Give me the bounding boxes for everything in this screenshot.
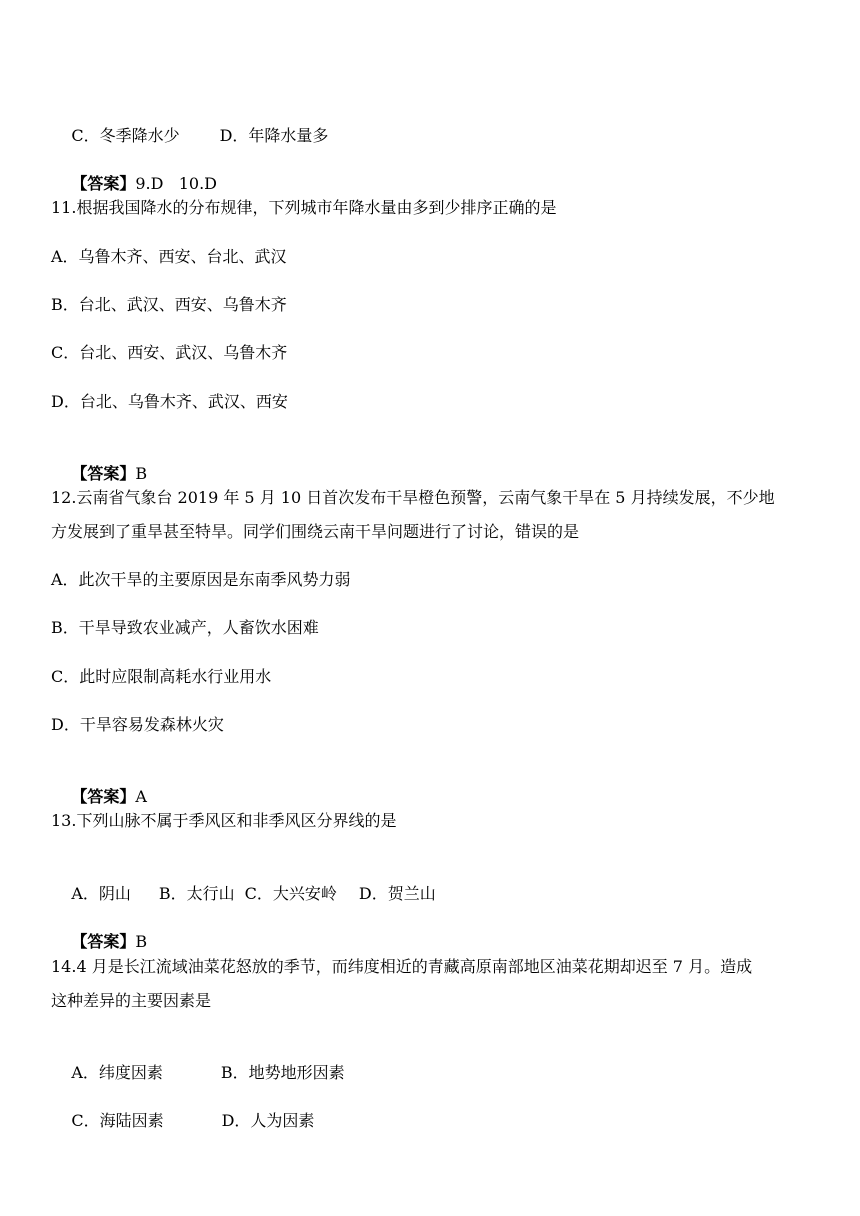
q12-stem-line-2: 方发展到了重旱甚至特旱。同学们围绕云南干旱问题进行了讨论，错误的是 [51, 522, 580, 541]
q11-option-a: A．乌鲁木齐、西安、台北、武汉 [51, 247, 287, 266]
q13-option-d: D．贺兰山 [358, 884, 436, 903]
q14-option-b: B．地势地形因素 [220, 1063, 345, 1082]
q11-stem: 11.根据我国降水的分布规律，下列城市年降水量由多到少排序正确的是 [51, 198, 557, 217]
answer-value: B [135, 464, 148, 483]
q13-option-b: B．太行山 [158, 884, 235, 903]
q14-option-a: A．纬度因素 [71, 1063, 163, 1082]
answer-label: 【答案】 [71, 174, 136, 193]
q10-option-c: C．冬季降水少 [71, 126, 180, 145]
q13-option-a: A．阴山 [71, 884, 131, 903]
answer-label: 【答案】 [71, 932, 136, 951]
q14-options-row-2 [51, 1085, 314, 1157]
q12-option-c: C．此时应限制高耗水行业用水 [51, 667, 272, 686]
q10-option-d: D．年降水量多 [219, 126, 329, 145]
answer-value: 9.D 10.D [135, 174, 217, 193]
q13-option-c: C．大兴安岭 [244, 884, 337, 903]
answer-label: 【答案】 [71, 787, 136, 806]
q11-option-b: B．台北、武汉、西安、乌鲁木齐 [51, 295, 287, 314]
q14-stem-line-1: 14.4 月是长江流域油菜花怒放的季节，而纬度相近的青藏高原南部地区油菜花期却迟至 7 月。造成 [51, 957, 753, 976]
q14-stem-line-2: 这种差异的主要因素是 [51, 991, 212, 1010]
q14-option-d: D．人为因素 [221, 1111, 315, 1130]
q12-stem-line-1: 12.云南省气象台 2019 年 5 月 10 日首次发布干旱橙色预警，云南气象干旱在 5 月持续发展，不少地 [51, 488, 775, 507]
q13-stem: 13.下列山脉不属于季风区和非季风区分界线的是 [51, 811, 397, 830]
q14-option-c: C．海陆因素 [71, 1111, 164, 1130]
answer-label: 【答案】 [71, 464, 136, 483]
q11-option-c: C．台北、西安、武汉、乌鲁木齐 [51, 343, 288, 362]
answer-value: B [135, 932, 148, 951]
q12-option-b: B．干旱导致农业减产，人畜饮水困难 [51, 618, 319, 637]
q11-option-d: D．台北、乌鲁木齐、武汉、西安 [51, 392, 288, 411]
q12-option-d: D．干旱容易发森林火灾 [51, 715, 224, 734]
answer-value: A [135, 787, 147, 806]
q12-option-a: A．此次干旱的主要原因是东南季风势力弱 [51, 570, 351, 589]
